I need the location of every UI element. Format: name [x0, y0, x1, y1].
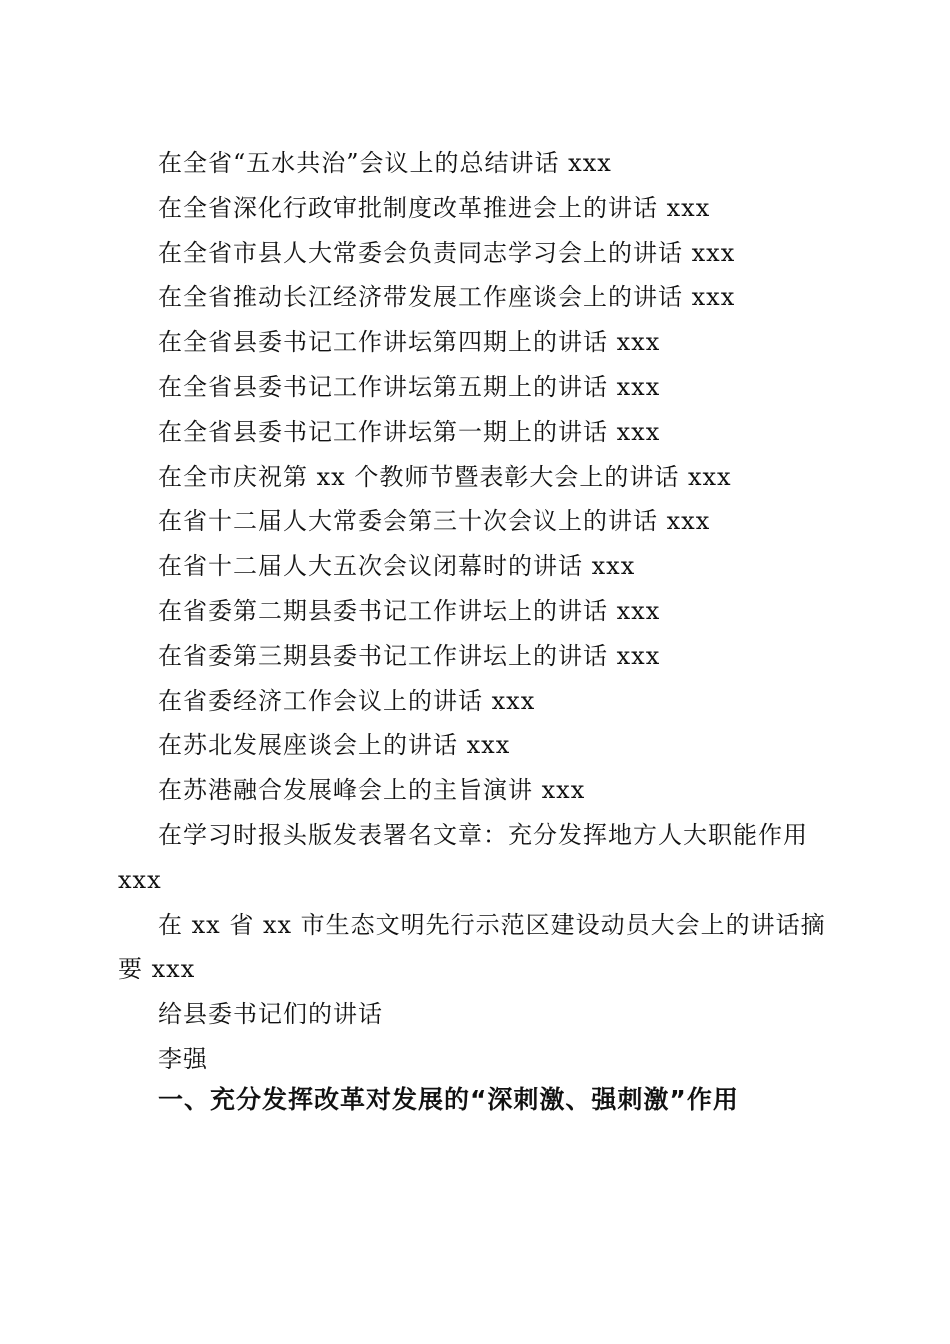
text-line: 在省十二届人大常委会第三十次会议上的讲话 xxx — [158, 507, 711, 536]
text-line: 在全省推动长江经济带发展工作座谈会上的讲话 xxx — [158, 283, 736, 312]
text-line: 在全省县委书记工作讲坛第一期上的讲话 xxx — [158, 417, 661, 446]
text-line: 在苏港融合发展峰会上的主旨演讲 xxx — [158, 776, 586, 805]
text-line: 在省委第二期县委书记工作讲坛上的讲话 xxx — [158, 596, 661, 625]
text-line: 在 xx 省 xx 市生态文明先行示范区建设动员大会上的讲话摘 — [158, 910, 826, 939]
text-line: 在省十二届人大五次会议闭幕时的讲话 xxx — [158, 552, 636, 581]
section-heading: 一、充分发挥改革对发展的“深刺激、强刺激”作用 — [158, 1085, 739, 1114]
text-line: 在省委第三期县委书记工作讲坛上的讲话 xxx — [158, 641, 661, 670]
text-line: 在省委经济工作会议上的讲话 xxx — [158, 686, 536, 715]
text-line: 在学习时报头版发表署名文章：充分发挥地方人大职能作用 — [158, 820, 808, 849]
text-line: 在全省“五水共治”会议上的总结讲话 xxx — [158, 149, 612, 177]
text-line: 在全省县委书记工作讲坛第四期上的讲话 xxx — [158, 328, 661, 357]
text-line-continuation: xxx — [118, 865, 162, 894]
text-line: 在全省市县人大常委会负责同志学习会上的讲话 xxx — [158, 238, 736, 267]
document-body — [118, 141, 830, 1082]
text-line-continuation: 要 xxx — [118, 955, 196, 984]
text-line: 在全市庆祝第 xx 个教师节暨表彰大会上的讲话 xxx — [158, 462, 732, 491]
text-line: 在苏北发展座谈会上的讲话 xxx — [158, 731, 511, 760]
text-line: 在全省深化行政审批制度改革推进会上的讲话 xxx — [158, 193, 711, 222]
section-title: 给县委书记们的讲话 — [158, 1000, 383, 1029]
author-name: 李强 — [158, 1044, 208, 1073]
text-line: 在全省县委书记工作讲坛第五期上的讲话 xxx — [158, 372, 661, 401]
